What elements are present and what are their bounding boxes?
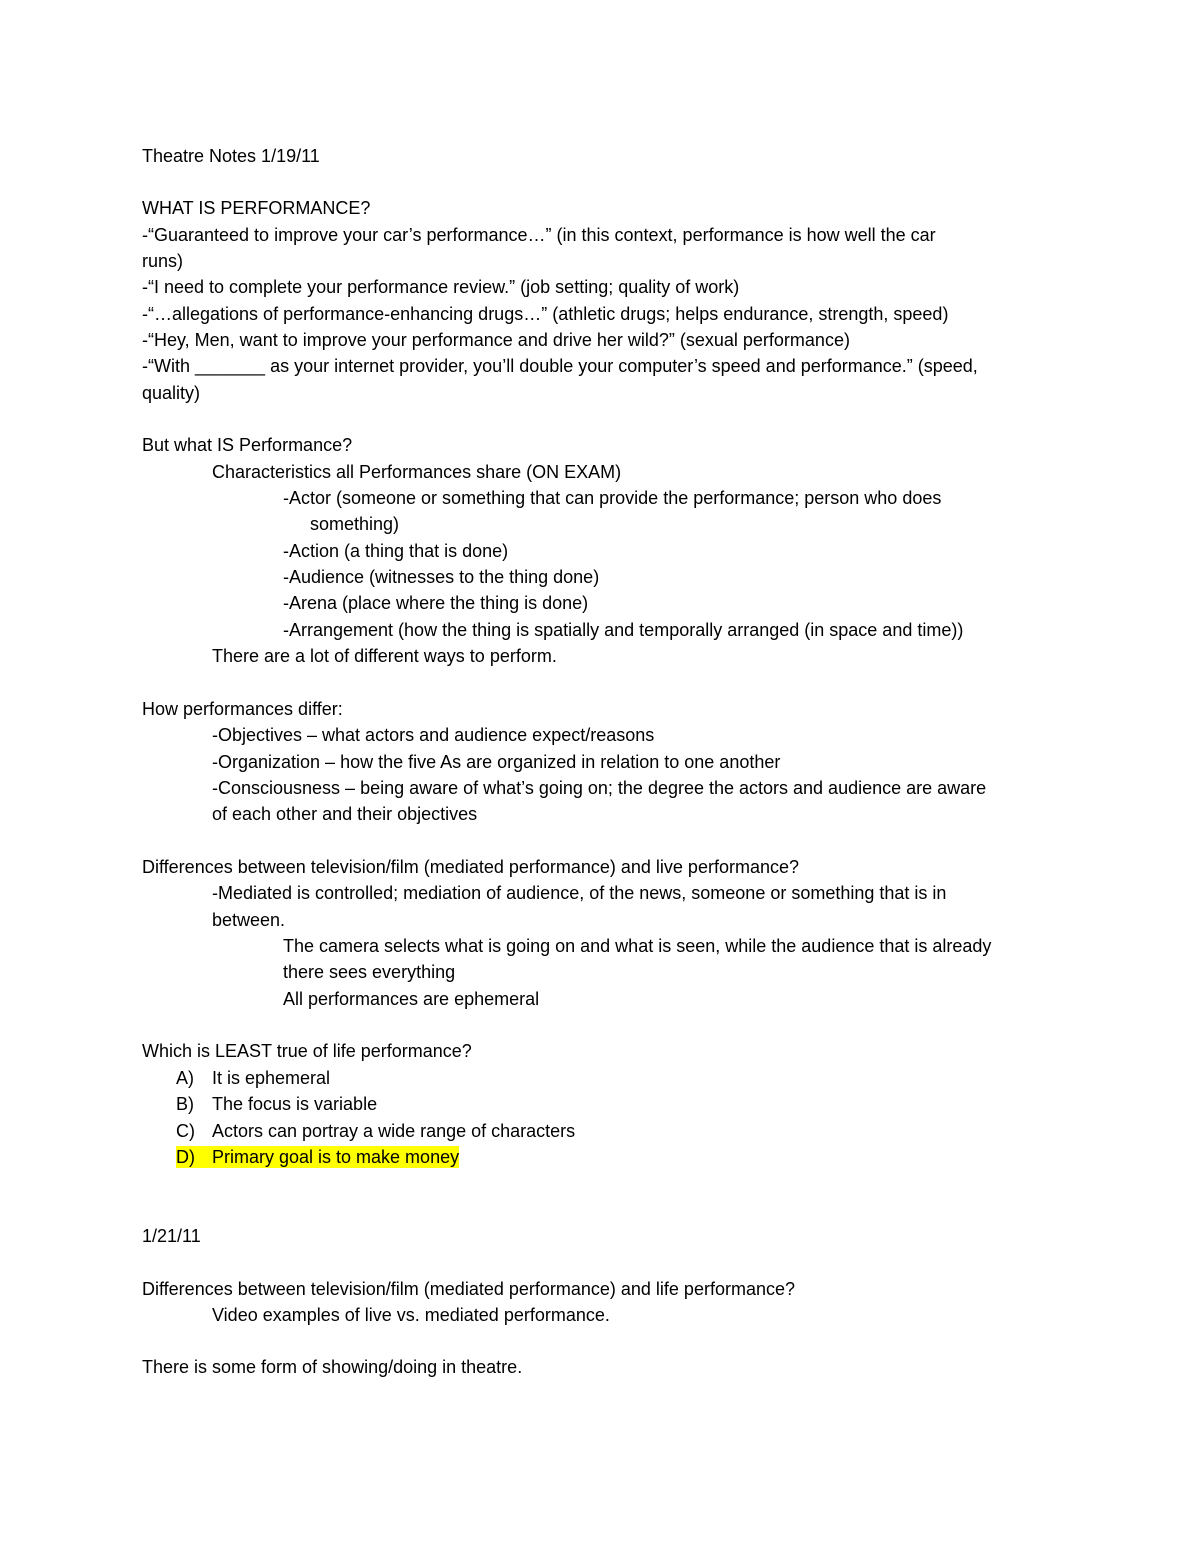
- note-line: quality): [142, 383, 201, 403]
- note-line: runs): [142, 251, 184, 271]
- quiz-option-letter: C): [176, 1121, 195, 1141]
- list-item: -Arrangement (how the thing is spatially and temporally arranged (in space and time)): [283, 620, 964, 640]
- quiz-option-text-highlighted: Primary goal is to make money: [212, 1147, 460, 1167]
- quiz-option-letter: A): [176, 1068, 194, 1088]
- quiz-option-letter-highlighted: D): [176, 1146, 212, 1168]
- closing-line: There are a lot of different ways to perform.: [212, 646, 557, 666]
- section-heading-what-is-performance: WHAT IS PERFORMANCE?: [142, 198, 371, 218]
- list-item: -Action (a thing that is done): [283, 541, 509, 561]
- sub-item: The camera selects what is going on and what is seen, while the audience that is already: [283, 936, 992, 956]
- list-item: something): [310, 514, 400, 534]
- quiz-option-text: Actors can portray a wide range of characters: [212, 1121, 576, 1141]
- document-title: Theatre Notes 1/19/11: [142, 146, 320, 166]
- note-line: -“Guaranteed to improve your car’s performance…” (in this context, performance is how well the car: [142, 225, 936, 245]
- list-item: of each other and their objectives: [212, 804, 478, 824]
- list-item: -Actor (someone or something that can provide the performance; person who does: [283, 488, 942, 508]
- note-line: -“With _______ as your internet provider, you’ll double your computer’s speed and performance.” (speed,: [142, 356, 978, 376]
- section-date: 1/21/11: [142, 1226, 201, 1246]
- sub-item: there sees everything: [283, 962, 456, 982]
- list-item: between.: [212, 910, 286, 930]
- quiz-option-text: It is ephemeral: [212, 1068, 331, 1088]
- list-item: -Organization – how the five As are organized in relation to one another: [212, 752, 781, 772]
- note-line: -“…allegations of performance-enhancing drugs…” (athletic drugs; helps endurance, strength, speed): [142, 304, 949, 324]
- list-item: -Consciousness – being aware of what’s going on; the degree the actors and audience are aware: [212, 778, 987, 798]
- quiz-option-text: The focus is variable: [212, 1094, 378, 1114]
- section-heading-differences-live: Differences between television/film (mediated performance) and live performance?: [142, 857, 799, 877]
- note-line: -“I need to complete your performance review.” (job setting; quality of work): [142, 277, 740, 297]
- list-item: -Arena (place where the thing is done): [283, 593, 589, 613]
- quiz-option-letter: B): [176, 1094, 194, 1114]
- sub-item: Video examples of live vs. mediated performance.: [212, 1305, 610, 1325]
- list-item: -Objectives – what actors and audience expect/reasons: [212, 725, 655, 745]
- section-heading-but-what: But what IS Performance?: [142, 435, 353, 455]
- note-line: -“Hey, Men, want to improve your performance and drive her wild?” (sexual performance): [142, 330, 850, 350]
- subheading-characteristics: Characteristics all Performances share (ON EXAM): [212, 462, 622, 482]
- quiz-question: Which is LEAST true of life performance?: [142, 1041, 472, 1061]
- list-item: -Mediated is controlled; mediation of audience, of the news, someone or something that is in: [212, 883, 947, 903]
- final-line: There is some form of showing/doing in theatre.: [142, 1357, 523, 1377]
- section-heading-differences-life: Differences between television/film (mediated performance) and life performance?: [142, 1279, 795, 1299]
- section-heading-how-differ: How performances differ:: [142, 699, 343, 719]
- sub-item: All performances are ephemeral: [283, 989, 540, 1009]
- list-item: -Audience (witnesses to the thing done): [283, 567, 600, 587]
